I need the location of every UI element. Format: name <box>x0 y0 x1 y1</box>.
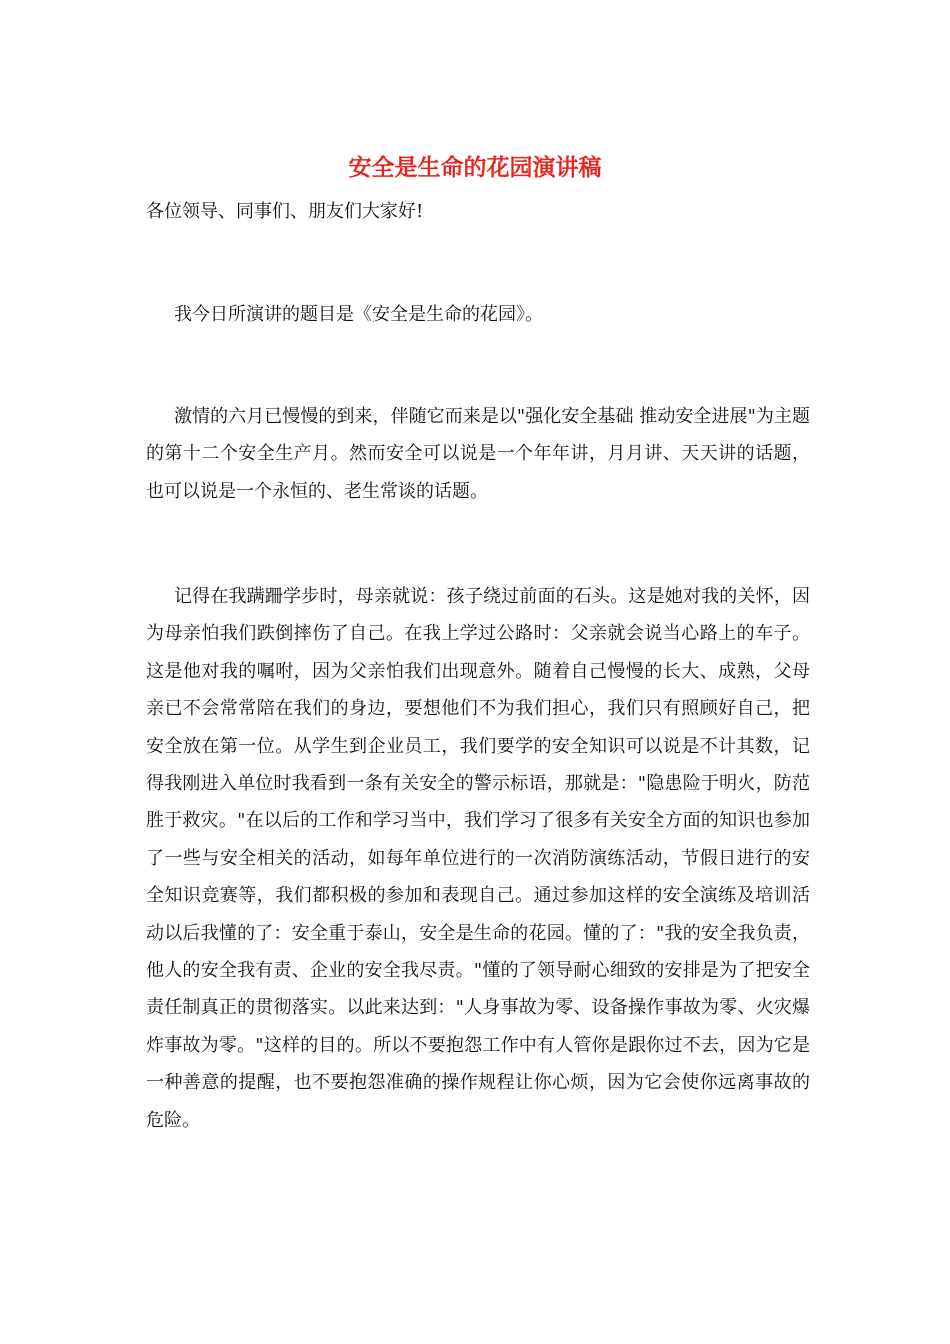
paragraph-personal-story: 记得在我蹒跚学步时，母亲就说：孩子绕过前面的石头。这是她对我的关怀，因为母亲怕我们跌倒摔伤了自己。在我上学过公路时：父亲就会说当心路上的车子。这是他对我的嘱咐，因为父亲怕我们出现意外。随着自己慢慢的长大、成熟，父母亲已不会常常陪在我们的身边，要想他们不为我们担心，我们只有照顾好自己，把安全放在第一位。从学生到企业员工，我们要学的安全知识可以说是不计其数，记得我刚进入单位时我看到一条有关安全的警示标语，那就是："隐患险于明火，防范胜于救灾。"在以后的工作和学习当中，我们学习了很多有关安全方面的知识也参加了一些与安全相关的活动，如每年单位进行的一次消防演练活动，节假日进行的安全知识竞赛等，我们都积极的参加和表现自己。通过参加这样的安全演练及培训活动以后我懂的了：安全重于泰山，安全是生命的花园。懂的了："我的安全我负责，他人的安全我有责、企业的安全我尽责。"懂的了领导耐心细致的安排是为了把安全责任制真正的贯彻落实。以此来达到："人身事故为零、设备操作事故为零、火灾爆炸事故为零。"这样的目的。所以不要抱怨工作中有人管你是跟你过不去，因为它是一种善意的提醒，也不要抱怨准确的操作规程让你心烦，因为它会使你远离事故的危险。 <box>146 586 810 1131</box>
paragraph-safety-month: 激情的六月已慢慢的到来，伴随它而来是以"强化安全基础 推动安全进展"为主题的第十二个安全生产月。然而安全可以说是一个年年讲，月月讲、天天讲的话题，也可以说是一个永恒的、老生常谈的话题。 <box>146 406 810 502</box>
document-title: 安全是生命的花园演讲稿 <box>348 154 602 181</box>
greeting-line: 各位领导、同事们、朋友们大家好! <box>146 201 424 222</box>
paragraph-topic: 我今日所演讲的题目是《安全是生命的花园》。 <box>174 304 543 325</box>
